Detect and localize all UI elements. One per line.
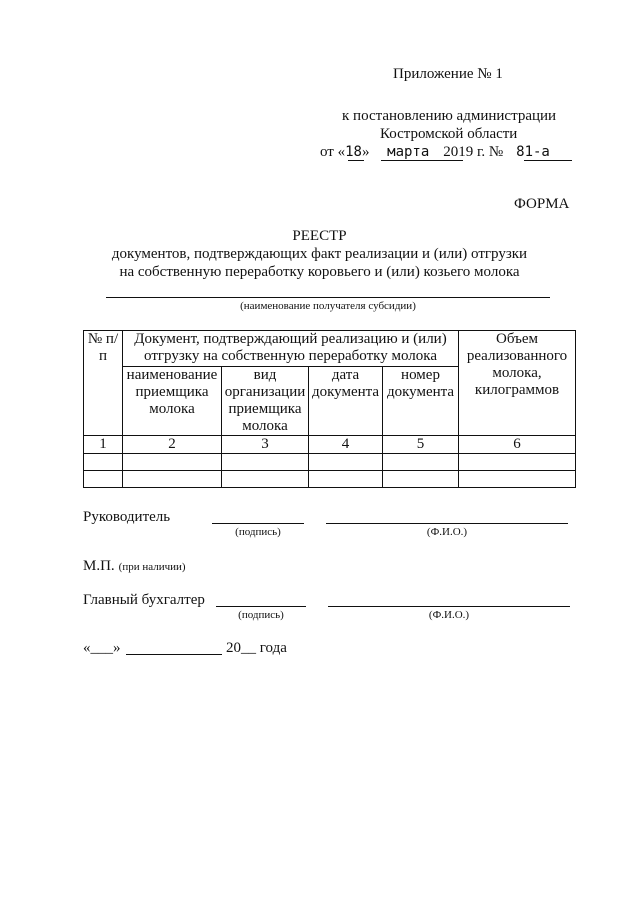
table-cell (84, 454, 123, 471)
table-cell (309, 454, 383, 471)
forma-label: ФОРМА (514, 196, 570, 212)
resolution-line-1: к постановлению администрации (342, 108, 557, 124)
accountant-sign-caption: (подпись) (238, 609, 284, 621)
table-cell (383, 454, 459, 471)
column-number: 4 (309, 436, 383, 454)
registry-subtitle-2: на собственную переработку коровьего и (или) козьего молока (119, 264, 520, 280)
table-cell (459, 454, 576, 471)
subheader-org-type: вид организации приемщика молока (222, 367, 309, 436)
head-signature-line (212, 523, 304, 524)
header-volume: Объем реализованного молока, килограммов (459, 331, 576, 436)
column-number: 1 (84, 436, 123, 454)
table-cell (123, 454, 222, 471)
date-prefix: от « (320, 144, 346, 160)
table-header-row (84, 331, 576, 367)
date-line-open: «___» (83, 640, 121, 656)
table-cell (309, 471, 383, 488)
table-cell (222, 471, 309, 488)
header-number: № п/п (84, 331, 123, 436)
stamp-note: (при наличии) (118, 561, 186, 573)
accountant-fio-line (328, 606, 570, 607)
date-month-line (126, 654, 222, 655)
column-number: 2 (123, 436, 222, 454)
appendix-title: Приложение № 1 (393, 66, 503, 82)
date-mid: » (361, 144, 370, 160)
table-row (84, 471, 576, 488)
day-underline (348, 160, 364, 161)
subheader-doc-date: дата документа (309, 367, 383, 436)
column-number: 3 (222, 436, 309, 454)
month-underline (381, 160, 463, 161)
registry-title: РЕЕСТР (292, 228, 347, 244)
column-number-row (84, 436, 576, 454)
stamp-label: М.П. (83, 558, 115, 574)
recipient-caption: (наименование получателя субсидии) (240, 300, 416, 312)
date-year: 2019 г. № (443, 144, 504, 160)
table-cell (84, 471, 123, 488)
table-cell (222, 454, 309, 471)
registry-subtitle-1: документов, подтверждающих факт реализации и (или) отгрузки (111, 246, 528, 262)
resolution-number: 81-а (516, 144, 550, 160)
column-number: 5 (383, 436, 459, 454)
resolution-line-2: Костромской области (380, 126, 518, 142)
table-cell (459, 471, 576, 488)
registry-table (83, 330, 576, 488)
head-fio-line (326, 523, 568, 524)
date-day: 18 (345, 144, 362, 160)
resolution-date-line (320, 144, 559, 161)
table-cell (383, 471, 459, 488)
head-fio-caption: (Ф.И.О.) (426, 526, 468, 538)
subheader-doc-number: номер документа (383, 367, 459, 436)
date-line-year: 20__ года (226, 640, 287, 656)
header-document: Документ, подтверждающий реализацию и (или) отгрузку на собственную переработку молока (123, 331, 459, 367)
head-sign-caption: (подпись) (235, 526, 281, 538)
table-row (84, 454, 576, 471)
table-cell (123, 471, 222, 488)
subheader-recipient-name: наименование приемщика молока (123, 367, 222, 436)
date-month: марта (387, 144, 430, 160)
stamp-line (83, 557, 186, 575)
accountant-fio-caption: (Ф.И.О.) (428, 609, 470, 621)
head-label: Руководитель (83, 509, 171, 525)
recipient-line (106, 297, 550, 298)
column-number: 6 (459, 436, 576, 454)
number-underline (524, 160, 572, 161)
accountant-signature-line (216, 606, 306, 607)
accountant-label: Главный бухгалтер (83, 592, 205, 608)
